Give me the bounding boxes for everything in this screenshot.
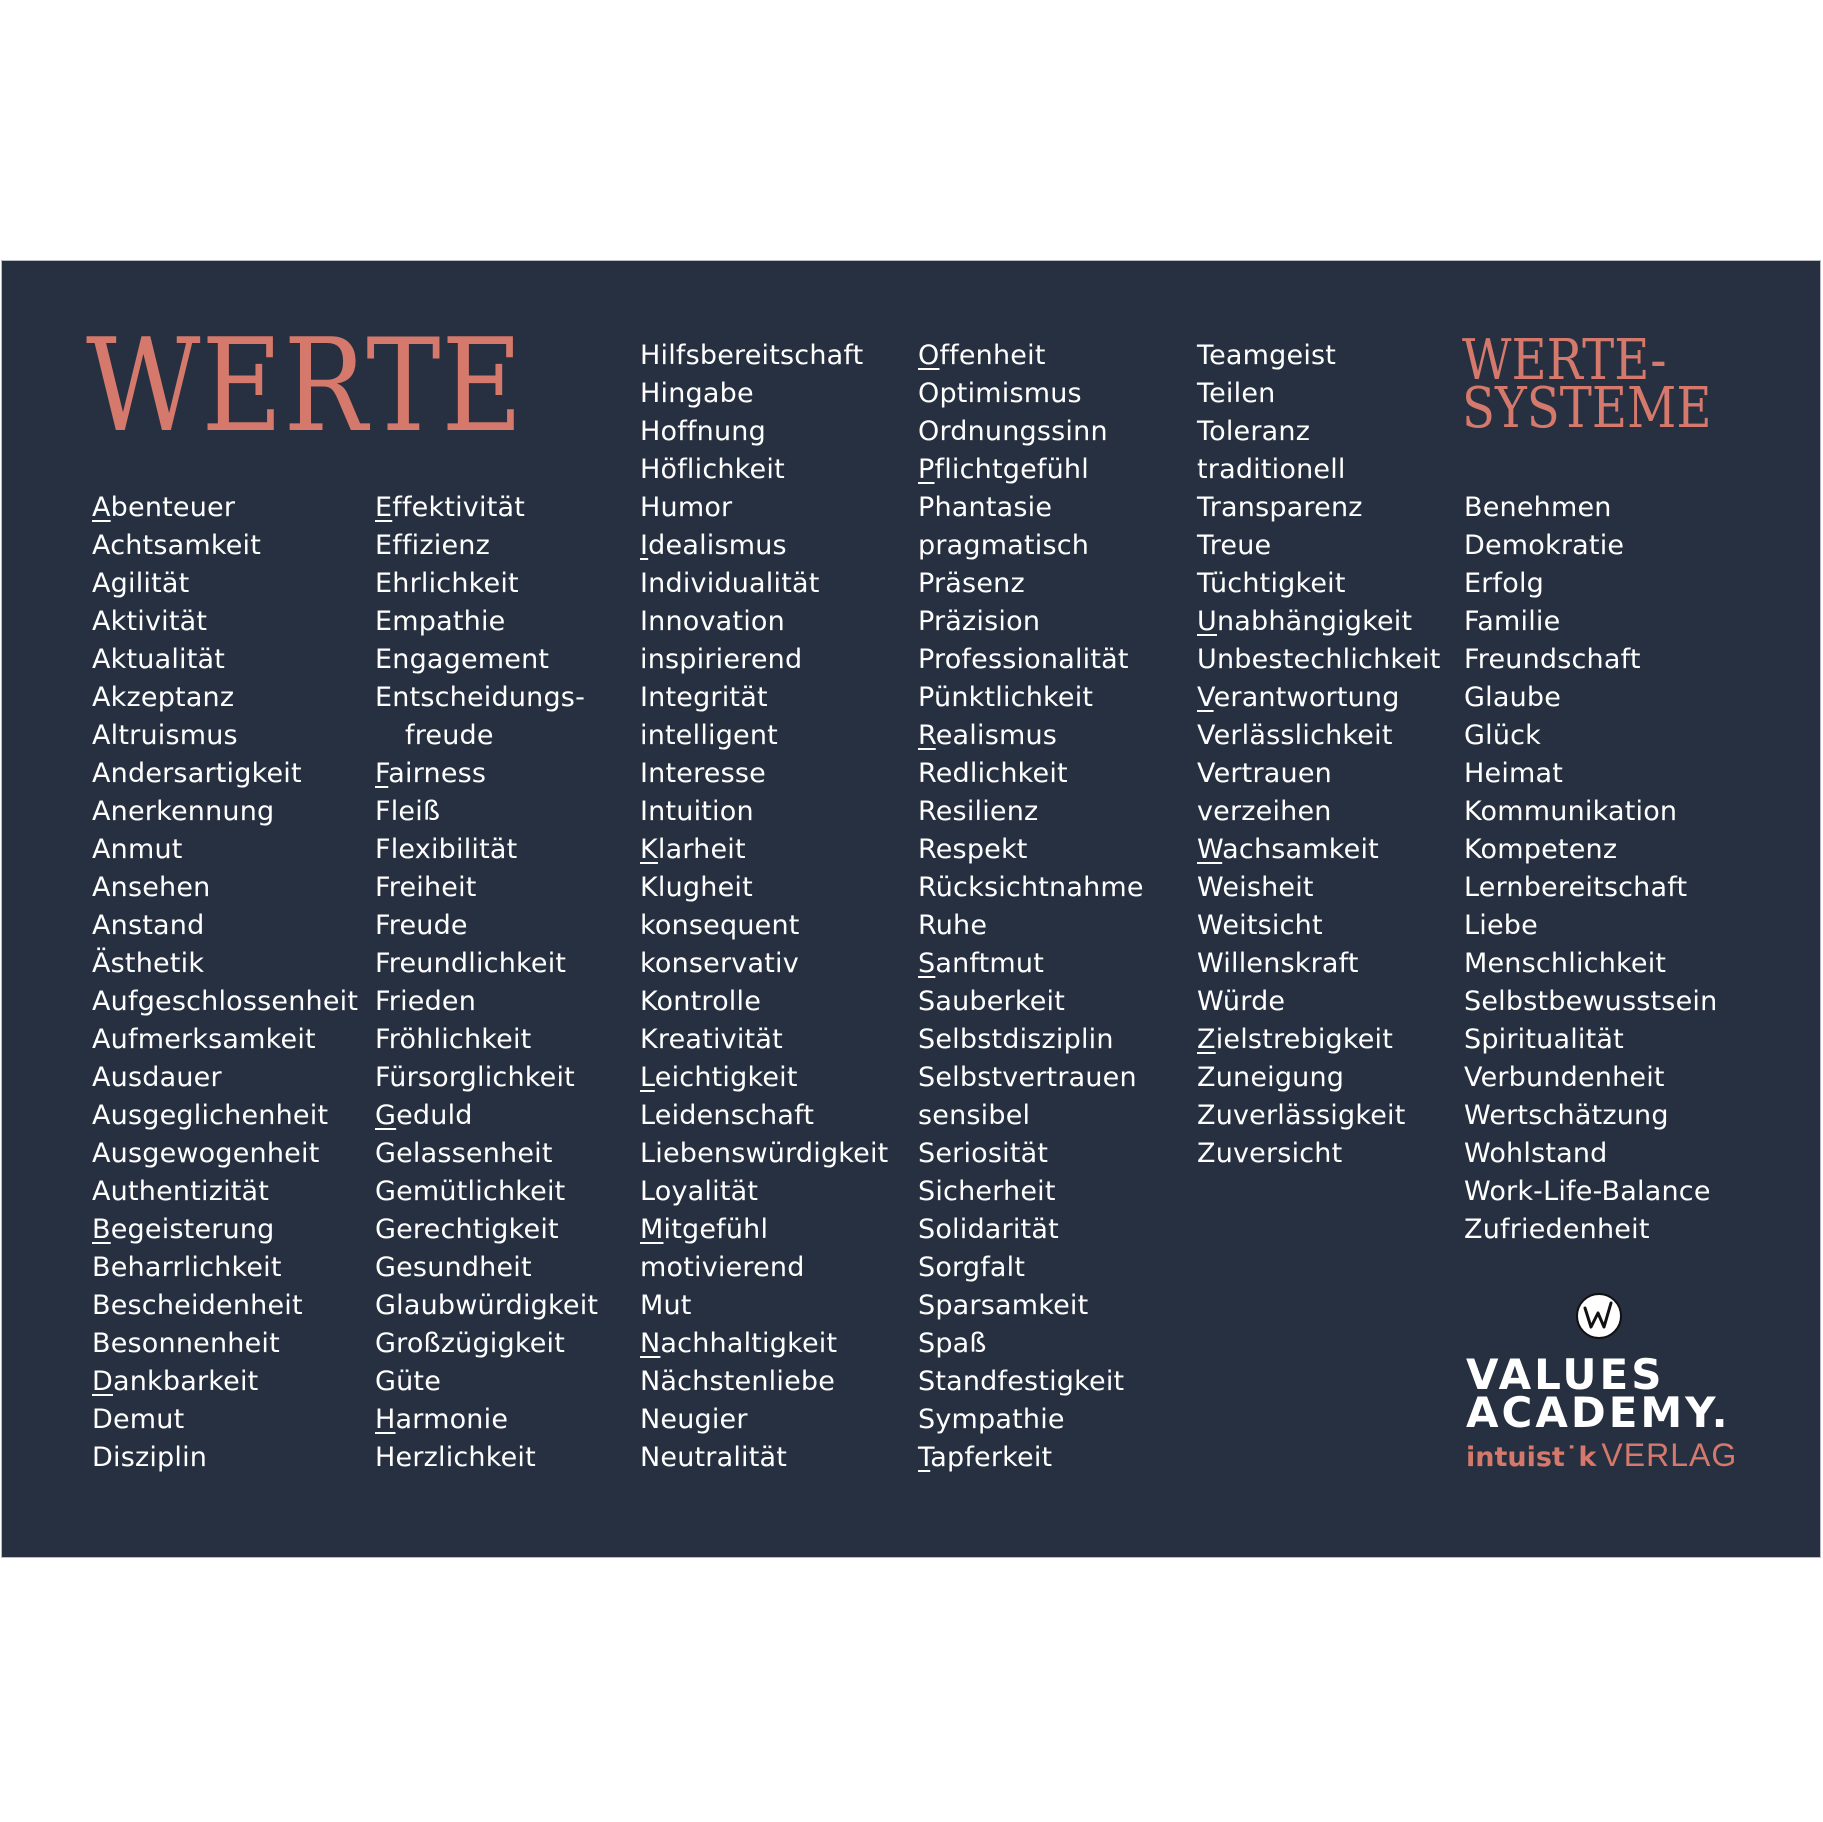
value-item: Redlichkeit — [918, 758, 1068, 789]
value-item: Gerechtigkeit — [375, 1214, 559, 1245]
value-item: Idealismus — [640, 530, 787, 561]
value-item: Effektivität — [375, 492, 526, 523]
value-item: Professionalität — [918, 644, 1129, 675]
value-item: Mut — [640, 1290, 692, 1321]
value-item: Liebenswürdigkeit — [640, 1138, 889, 1169]
value-item: Leichtigkeit — [640, 1062, 798, 1093]
value-item: Loyalität — [640, 1176, 759, 1207]
value-item: Andersartigkeit — [92, 758, 302, 789]
values-column-1 — [92, 489, 358, 1477]
value-item: Unbestechlichkeit — [1197, 644, 1441, 675]
value-item: Kommunikation — [1464, 796, 1678, 827]
value-item: Spaß — [918, 1328, 987, 1359]
value-item: freude — [405, 720, 494, 751]
value-item: Zuneigung — [1197, 1062, 1345, 1093]
value-item: Sicherheit — [918, 1176, 1056, 1207]
value-item: Realismus — [918, 720, 1058, 751]
value-item: Innovation — [640, 606, 785, 637]
value-item: Wertschätzung — [1464, 1100, 1669, 1131]
value-item: Authentizität — [92, 1176, 270, 1207]
value-item: Güte — [375, 1366, 442, 1397]
value-item: Kompetenz — [1464, 834, 1618, 865]
value-item: traditionell — [1197, 454, 1346, 485]
value-item: Seriosität — [918, 1138, 1049, 1169]
value-item: Aktualität — [92, 644, 226, 675]
value-item: Herzlichkeit — [375, 1442, 536, 1473]
value-item: motivierend — [640, 1252, 805, 1283]
value-item: Treue — [1197, 530, 1272, 561]
value-item: Harmonie — [375, 1404, 509, 1435]
value-item: Sympathie — [918, 1404, 1065, 1435]
value-item: Begeisterung — [92, 1214, 275, 1245]
value-item: Zufriedenheit — [1464, 1214, 1650, 1245]
value-item: Ansehen — [92, 872, 211, 903]
value-item: Gemütlichkeit — [375, 1176, 566, 1207]
value-item: Bescheidenheit — [92, 1290, 303, 1321]
value-item: Ordnungssinn — [918, 416, 1108, 447]
value-item: Altruismus — [92, 720, 238, 751]
value-item: konsequent — [640, 910, 800, 941]
values-column-5 — [1197, 337, 1441, 1173]
value-item: Agilität — [92, 568, 190, 599]
value-item: Sorgfalt — [918, 1252, 1026, 1283]
value-item: inspirierend — [640, 644, 803, 675]
value-item: Abenteuer — [92, 492, 236, 523]
value-item: Frieden — [375, 986, 477, 1017]
value-item: Flexibilität — [375, 834, 518, 865]
value-item: Würde — [1197, 986, 1286, 1017]
value-item: Fürsorglichkeit — [375, 1062, 575, 1093]
value-item: Glück — [1464, 720, 1542, 751]
value-item: Anstand — [92, 910, 205, 941]
value-item: Verbundenheit — [1464, 1062, 1665, 1093]
value-item: Ruhe — [918, 910, 988, 941]
value-item: Dankbarkeit — [92, 1366, 259, 1397]
value-item: Neugier — [640, 1404, 748, 1435]
value-item: Anmut — [92, 834, 183, 865]
w-circle-logo-icon — [1574, 1291, 1624, 1341]
value-item: Neutralität — [640, 1442, 788, 1473]
value-item: Toleranz — [1197, 416, 1311, 447]
value-item: Anerkennung — [92, 796, 275, 827]
value-item: Interesse — [640, 758, 766, 789]
value-item: Respekt — [918, 834, 1028, 865]
value-item: Hoffnung — [640, 416, 766, 447]
value-item: Pünktlichkeit — [918, 682, 1094, 713]
value-item: Effizienz — [375, 530, 490, 561]
value-item: Hingabe — [640, 378, 754, 409]
value-item: Demokratie — [1464, 530, 1625, 561]
value-item: konservativ — [640, 948, 799, 979]
value-item: Verlässlichkeit — [1197, 720, 1393, 751]
value-item: Fairness — [375, 758, 487, 789]
value-item: Leidenschaft — [640, 1100, 815, 1131]
value-item: pragmatisch — [918, 530, 1090, 561]
value-item: Solidarität — [918, 1214, 1059, 1245]
value-item: Teamgeist — [1197, 340, 1337, 371]
value-item: Klarheit — [640, 834, 746, 865]
value-item: Präzision — [918, 606, 1041, 637]
value-item: Tüchtigkeit — [1197, 568, 1346, 599]
value-item: Aufgeschlossenheit — [92, 986, 359, 1017]
value-item: Resilienz — [918, 796, 1039, 827]
value-item: Pflichtgefühl — [918, 454, 1089, 485]
value-item: verzeihen — [1197, 796, 1332, 827]
value-item: Willenskraft — [1197, 948, 1359, 979]
value-item: Weisheit — [1197, 872, 1314, 903]
value-item: Intuition — [640, 796, 754, 827]
value-item: Offenheit — [918, 340, 1046, 371]
value-item: Aufmerksamkeit — [92, 1024, 316, 1055]
value-item: Lernbereitschaft — [1464, 872, 1688, 903]
value-item: Rücksichtnahme — [918, 872, 1144, 903]
value-item: Optimismus — [918, 378, 1082, 409]
value-item: Ausdauer — [92, 1062, 222, 1093]
value-item: Menschlichkeit — [1464, 948, 1667, 979]
value-item: Nachhaltigkeit — [640, 1328, 838, 1359]
value-item: Ausgeglichenheit — [92, 1100, 329, 1131]
value-item: Entscheidungs- — [375, 682, 586, 713]
value-item: Selbstdisziplin — [918, 1024, 1114, 1055]
value-item: Zuversicht — [1197, 1138, 1343, 1169]
value-item: sensibel — [918, 1100, 1031, 1131]
value-item: Weitsicht — [1197, 910, 1323, 941]
value-item: Standfestigkeit — [918, 1366, 1125, 1397]
value-item: Humor — [640, 492, 733, 523]
value-item: Sauberkeit — [918, 986, 1066, 1017]
value-item: Ehrlichkeit — [375, 568, 519, 599]
value-item: Transparenz — [1197, 492, 1363, 523]
value-item: Glaube — [1464, 682, 1562, 713]
value-item: Individualität — [640, 568, 820, 599]
value-item: Fröhlichkeit — [375, 1024, 532, 1055]
value-item: Freundlichkeit — [375, 948, 567, 979]
value-item: Wachsamkeit — [1197, 834, 1379, 865]
value-item: Hilfsbereitschaft — [640, 340, 864, 371]
value-item: Beharrlichkeit — [92, 1252, 282, 1283]
value-item: Disziplin — [92, 1442, 208, 1473]
value-item: Glaubwürdigkeit — [375, 1290, 599, 1321]
value-item: Kreativität — [640, 1024, 783, 1055]
values-column-3 — [640, 337, 888, 1477]
value-item: Empathie — [375, 606, 506, 637]
value-item: Besonnenheit — [92, 1328, 280, 1359]
value-item: Geduld — [375, 1100, 473, 1131]
value-item: Freiheit — [375, 872, 477, 903]
value-item: Zuverlässigkeit — [1197, 1100, 1406, 1131]
value-item: Spiritualität — [1464, 1024, 1624, 1055]
value-item: intelligent — [640, 720, 778, 751]
value-item: Akzeptanz — [92, 682, 235, 713]
value-item: Verantwortung — [1197, 682, 1400, 713]
value-item: Freude — [375, 910, 468, 941]
value-item: Integrität — [640, 682, 768, 713]
title-wertesysteme — [1462, 328, 1712, 441]
value-item: Benehmen — [1464, 492, 1612, 523]
value-item: Sanftmut — [918, 948, 1045, 979]
value-item: Sparsamkeit — [918, 1290, 1089, 1321]
values-column-2 — [375, 489, 598, 1477]
value-item: Gesundheit — [375, 1252, 532, 1283]
value-item: Klugheit — [640, 872, 753, 903]
brand-academy: ACADEMY. — [1466, 1388, 1731, 1437]
value-item: Liebe — [1464, 910, 1538, 941]
value-item: Demut — [92, 1404, 185, 1435]
value-item: Freundschaft — [1464, 644, 1641, 675]
values-card — [2, 261, 1820, 1557]
value-item: Selbstbewusstsein — [1464, 986, 1718, 1017]
values-column-4 — [918, 337, 1144, 1477]
wertesysteme-column — [1464, 489, 1717, 1249]
value-item: Höflichkeit — [640, 454, 785, 485]
value-item: Vertrauen — [1197, 758, 1332, 789]
value-item: Heimat — [1464, 758, 1564, 789]
title-wertesysteme-line2: SYSTEME — [1462, 376, 1712, 441]
value-item: Erfolg — [1464, 568, 1545, 599]
value-item: Tapferkeit — [918, 1442, 1053, 1473]
value-item: Großzügigkeit — [375, 1328, 565, 1359]
value-item: Achtsamkeit — [92, 530, 262, 561]
title-werte: WERTE — [86, 312, 524, 461]
value-item: Kontrolle — [640, 986, 762, 1017]
publisher-name: intuist˙k — [1466, 1442, 1597, 1473]
value-item: Work-Life-Balance — [1464, 1176, 1711, 1207]
publisher-label — [1466, 1437, 1737, 1479]
value-item: Familie — [1464, 606, 1561, 637]
value-item: Ausgewogenheit — [92, 1138, 320, 1169]
value-item: Engagement — [375, 644, 550, 675]
brand-values: VALUES — [1466, 1350, 1665, 1399]
value-item: Gelassenheit — [375, 1138, 553, 1169]
publisher-verlag: VERLAG — [1601, 1437, 1738, 1473]
value-item: Ästhetik — [92, 948, 205, 979]
title-wertesysteme-line1: WERTE- — [1462, 328, 1667, 393]
value-item: Aktivität — [92, 606, 208, 637]
value-item: Mitgefühl — [640, 1214, 769, 1245]
value-item: Phantasie — [918, 492, 1053, 523]
value-item: Unabhängigkeit — [1197, 606, 1413, 637]
value-item: Selbstvertrauen — [918, 1062, 1137, 1093]
value-item: Zielstrebigkeit — [1197, 1024, 1394, 1055]
value-item: Teilen — [1197, 378, 1276, 409]
value-item: Nächstenliebe — [640, 1366, 836, 1397]
value-item: Wohlstand — [1464, 1138, 1608, 1169]
value-item: Fleiß — [375, 796, 441, 827]
value-item: Präsenz — [918, 568, 1025, 599]
